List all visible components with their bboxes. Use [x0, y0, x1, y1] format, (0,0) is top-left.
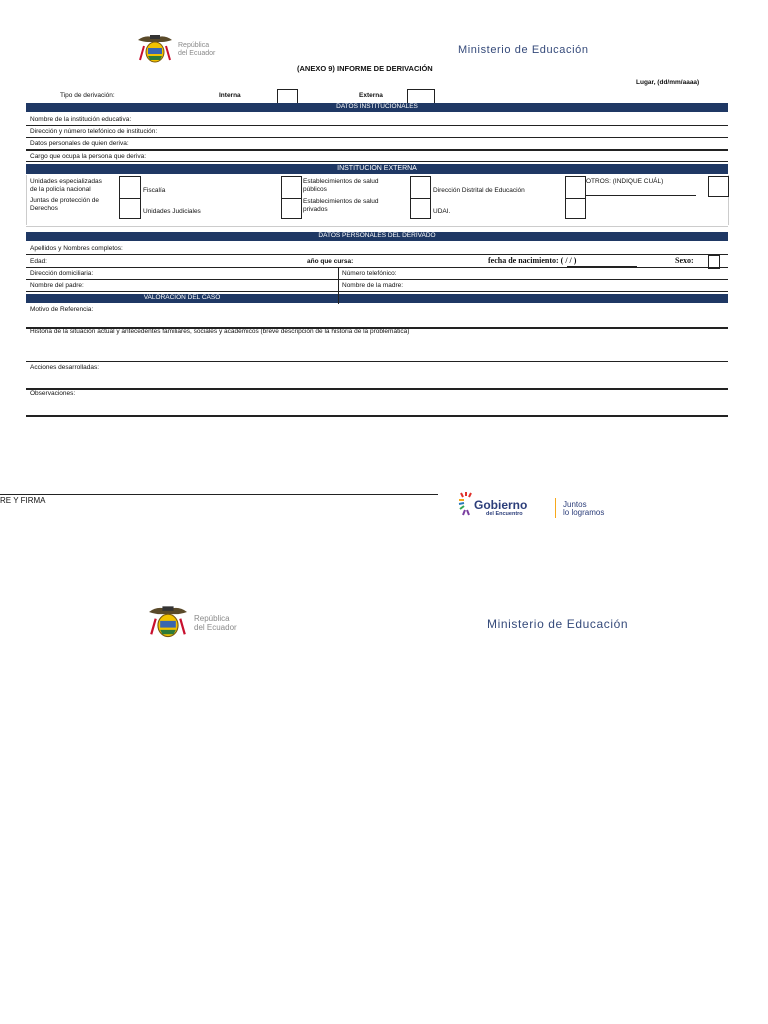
nombres-field[interactable]: Apellidos y Nombres completos:	[30, 245, 123, 252]
interna-checkbox[interactable]	[277, 89, 298, 104]
gobierno-logo-text: Gobierno	[474, 498, 528, 512]
salud-privados-checkbox[interactable]	[410, 198, 431, 219]
ecuador-seal-icon	[136, 32, 174, 66]
historia-field[interactable]: Historia de la situación actual y antecedentes familiares, sociales y académicos (breve descripción de la historia de la problemática)	[30, 328, 410, 335]
edad-field[interactable]: Edad:	[30, 258, 47, 265]
policia-checkbox[interactable]	[119, 176, 141, 199]
salud-publicos-checkbox[interactable]	[410, 176, 431, 199]
motivo-field[interactable]: Motivo de Referencia:	[30, 306, 94, 313]
institucion-externa-header: INSTITUCIÓN EXTERNA	[26, 164, 728, 174]
externa-label: Externa	[359, 92, 383, 99]
fiscalia-label: Fiscalía	[143, 187, 166, 194]
juntas-checkbox[interactable]	[119, 198, 141, 219]
datos-derivado-header: DATOS PERSONALES DEL DERIVADO	[26, 232, 728, 241]
policia-label: Unidades especializadas de la policía nacional	[30, 178, 102, 193]
distrital-checkbox[interactable]	[565, 176, 586, 199]
tipo-derivacion-label: Tipo de derivación:	[60, 92, 115, 99]
valoracion-header: VALORACION DEL CASO	[26, 294, 338, 303]
observaciones-field[interactable]: Observaciones:	[30, 390, 76, 397]
datos-quien-deriva-field[interactable]: Datos personales de quien deriva:	[30, 140, 129, 147]
ministerio-logo-text-2: Ministerio de Educación	[487, 617, 629, 631]
otros-label: OTROS: (INDIQUE CUÁL)	[586, 178, 664, 185]
firma-label: RE Y FIRMA	[0, 496, 46, 505]
ministerio-logo-text: Ministerio de Educación	[458, 44, 589, 56]
acciones-field[interactable]: Acciones desarrolladas:	[30, 364, 100, 371]
padre-field[interactable]: Nombre del padre:	[30, 282, 84, 289]
salud-privados-label: Establecimientos de salud privados	[303, 198, 379, 213]
externa-checkbox[interactable]	[407, 89, 435, 104]
udai-label: UDAI.	[433, 208, 451, 215]
republica-logo-text: República del Ecuador	[178, 42, 216, 57]
sexo-label: Sexo:	[675, 256, 694, 265]
madre-field[interactable]: Nombre de la madre:	[342, 282, 404, 289]
judiciales-label: Unidades Judiciales	[143, 208, 201, 215]
cargo-field[interactable]: Cargo que ocupa la persona que deriva:	[30, 153, 146, 160]
juntas-label: Juntas de protección de Derechos	[30, 197, 100, 212]
udai-checkbox[interactable]	[565, 198, 586, 219]
otros-checkbox[interactable]	[708, 176, 729, 197]
salud-publicos-label: Establecimientos de salud públicos	[303, 178, 379, 193]
fecha-nacimiento-field[interactable]: fecha de nacimiento: ( / / )	[488, 256, 577, 265]
interna-label: Interna	[219, 92, 241, 99]
datos-institucionales-header: DATOS INSTITUCIONALES	[26, 103, 728, 112]
direccion-field[interactable]: Dirección domiciliaria:	[30, 270, 94, 277]
encuentro-logo-text: del Encuentro	[486, 511, 523, 517]
institucion-direccion-field[interactable]: Dirección y número telefónico de institución:	[30, 128, 158, 135]
distrital-label: Dirección Distrital de Educación	[433, 187, 525, 194]
telefono-field[interactable]: Número telefónico:	[342, 270, 397, 277]
institucion-nombre-field[interactable]: Nombre de la institución educativa:	[30, 116, 132, 123]
fiscalia-checkbox[interactable]	[281, 176, 302, 199]
ecuador-seal-icon-2	[145, 603, 191, 641]
republica-logo-text-2: República del Ecuador	[194, 614, 237, 632]
gobierno-logo-icon	[458, 491, 474, 517]
lugar-fecha: Lugar, (dd/mm/aaaa)	[636, 79, 700, 86]
form-title: (ANEXO 9) INFORME DE DERIVACIÓN	[297, 64, 433, 73]
anio-cursa-field[interactable]: año que cursa:	[307, 258, 354, 265]
juntos-logo-text: Juntos lo logramos	[563, 500, 605, 517]
judiciales-checkbox[interactable]	[281, 198, 302, 219]
